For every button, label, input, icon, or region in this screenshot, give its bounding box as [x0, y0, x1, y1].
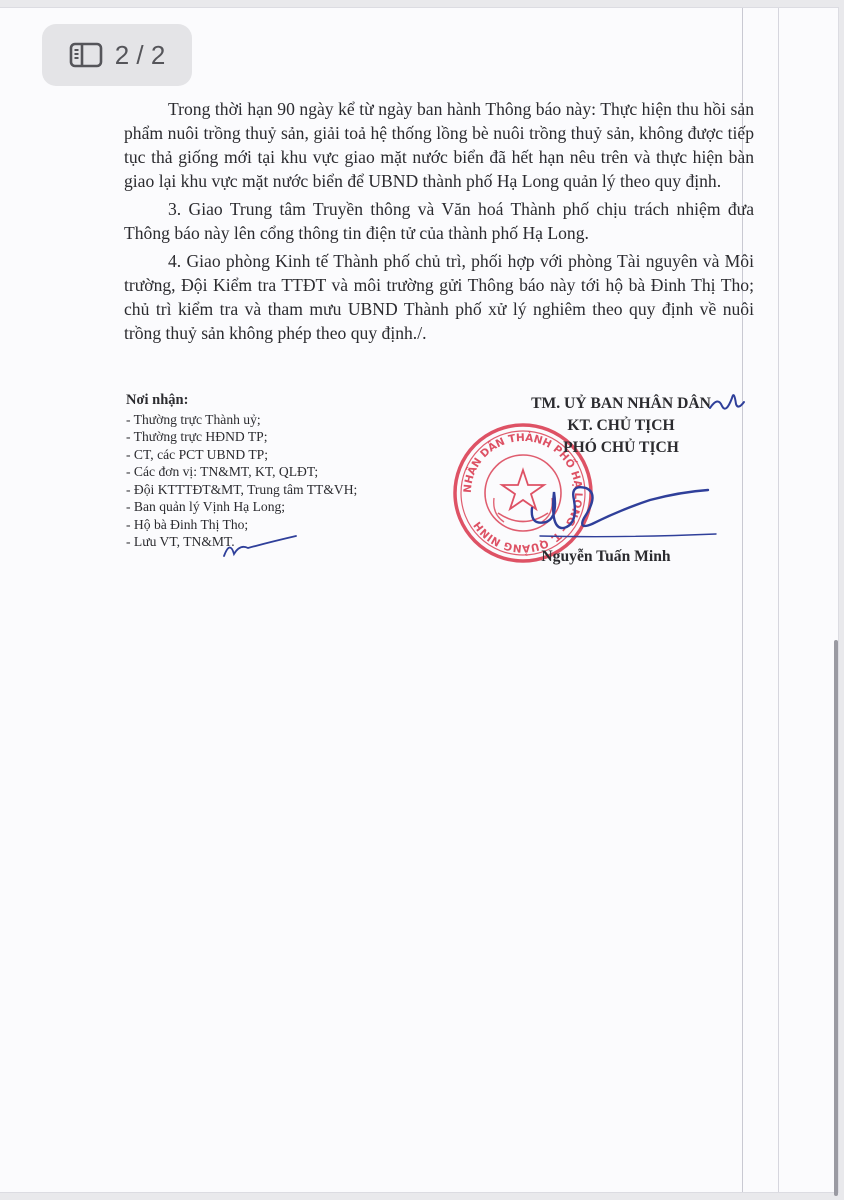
paragraph: 4. Giao phòng Kinh tế Thành phố chủ trì, phối hợp với phòng Tài nguyên và Môi trường, Đội Kiểm tra TTĐT và môi trường gửi Thông báo này tới hộ bà Đinh Thị Tho; chủ trì kiểm tra và tham mưu UBND Thành phố xử lý nghiêm theo quy định về nuôi trồng thuỷ sản không phép theo quy định./. — [124, 251, 754, 343]
recipient-item: - Lưu VT, TN&MT. — [126, 534, 235, 549]
sidebar-icon — [69, 42, 103, 68]
scrollbar[interactable] — [834, 640, 838, 1196]
recipient-item: - Đội KTTTĐT&MT, Trung tâm TT&VH; — [126, 481, 358, 497]
recipient-item: - CT, các PCT UBND TP; — [126, 446, 268, 462]
document-body — [124, 97, 754, 349]
handwritten-initial — [220, 530, 300, 567]
recipients-list — [126, 392, 426, 551]
signer-name: Nguyễn Tuấn Minh — [541, 548, 671, 565]
seal-text: NHÂN DÂN THÀNH PHỐ HẠ LONG - T. QUẢNG NINH — [461, 431, 585, 555]
recipient-item: - Ban quản lý Vịnh Hạ Long; — [126, 499, 286, 514]
recipient-item: - Hộ bà Đinh Thị Tho; — [126, 516, 249, 532]
page-fold-line — [778, 8, 779, 1192]
signature-line-2: KT. CHỦ TỊCH — [567, 417, 675, 434]
recipient-item: - Thường trực HĐND TP; — [126, 429, 268, 444]
handwritten-signature — [520, 478, 720, 553]
paragraph: 3. Giao Trung tâm Truyền thông và Văn hoá Thành phố chịu trách nhiệm đưa Thông báo này lên cổng thông tin điện tử của thành phố Hạ Long. — [124, 199, 754, 243]
recipient-item: - Các đơn vị: TN&MT, KT, QLĐT; — [126, 464, 319, 479]
handwritten-initial — [706, 386, 746, 421]
recipients-title: Nơi nhận: — [126, 392, 189, 408]
paragraph: Trong thời hạn 90 ngày kể từ ngày ban hành Thông báo này: Thực hiện thu hồi sản phẩm nuôi trồng thuỷ sản, giải toả hệ thống lồng bè nuôi trồng thuỷ sản, không được tiếp tục thả giống mới tại khu vực giao mặt nước biển đã hết hạn nêu trên và thực hiện bàn giao lại khu vực mặt nước biển để UBND thành phố Hạ Long quản lý theo quy định. — [124, 99, 754, 191]
signature-line-1: TM. UỶ BAN NHÂN DÂN — [531, 395, 711, 412]
page-indicator[interactable] — [42, 24, 192, 86]
signature-line-3: PHÓ CHỦ TỊCH — [563, 439, 679, 456]
page-indicator-label: 2 / 2 — [114, 39, 166, 70]
recipient-item: - Thường trực Thành uỷ; — [126, 411, 261, 427]
